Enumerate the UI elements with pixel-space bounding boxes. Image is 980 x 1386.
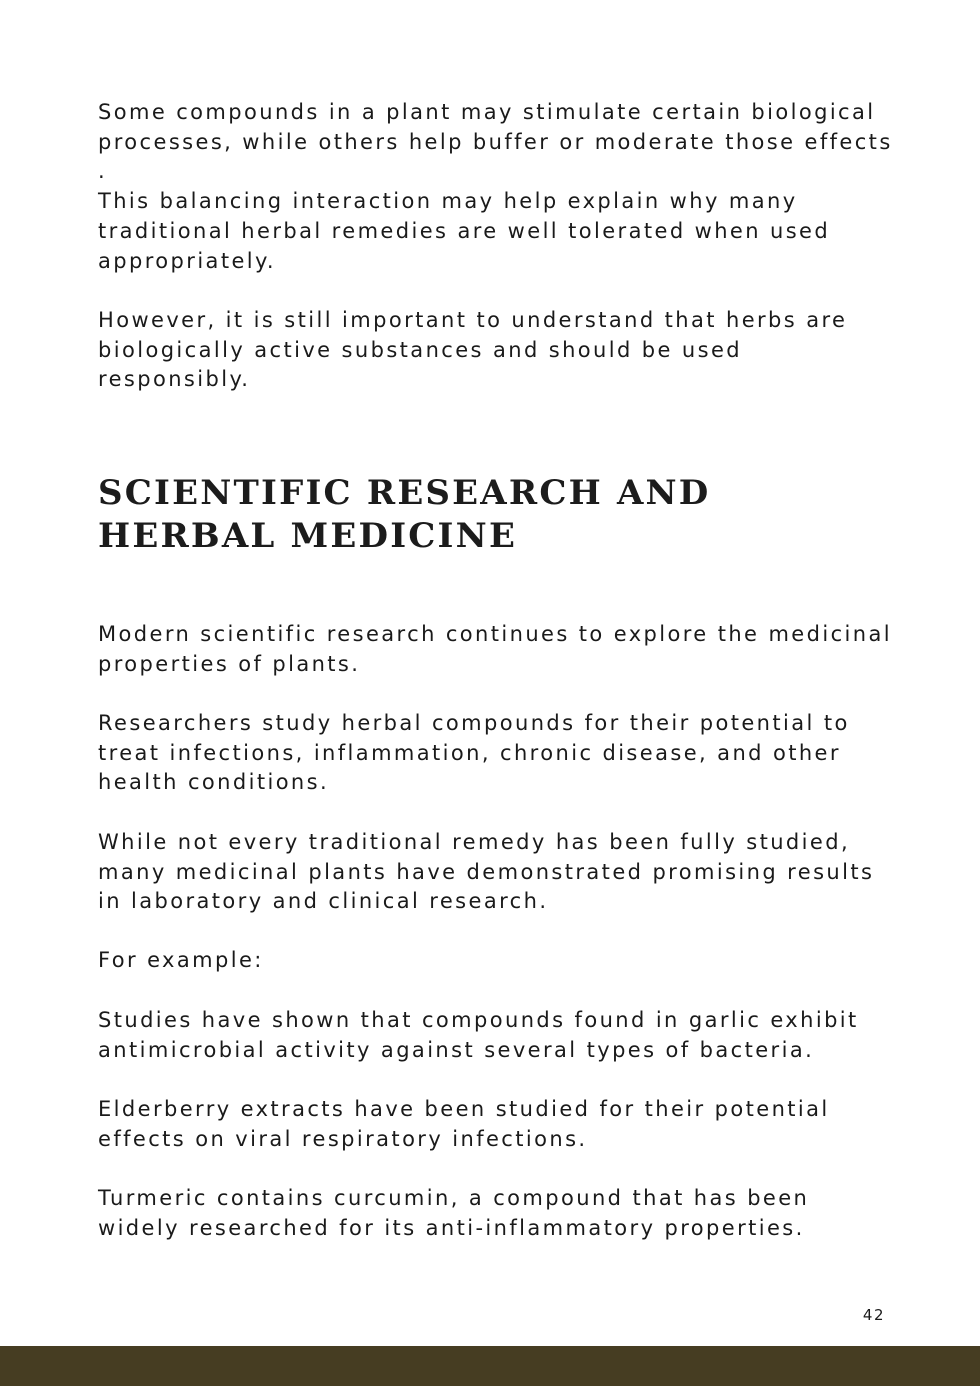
paragraph-garlic: Studies have shown that compounds found in garlic exhibit antimicrobial activity against several types of bacteria. [98, 1008, 859, 1062]
paragraph-elderberry: Elderberry extracts have been studied for their potential effects on viral respiratory infections. [98, 1097, 830, 1151]
paragraph-turmeric: Turmeric contains curcumin, a compound that has been widely researched for its anti-inflammatory properties. [98, 1186, 810, 1240]
footer-bar [0, 1346, 980, 1386]
paragraph-modern-research: Modern scientific research continues to explore the medicinal properties of plants. [98, 622, 892, 676]
section-heading: SCIENTIFIC RESEARCH AND HERBAL MEDICINE [98, 473, 711, 556]
page-number: 42 [862, 1306, 885, 1324]
paragraph-responsible-use: However, it is still important to understand that herbs are biologically active substances and should be used responsibly. [98, 308, 848, 392]
paragraph-traditional-remedy: While not every traditional remedy has been fully studied, many medicinal plants have demonstrated promising results in laboratory and clinical research. [98, 830, 875, 914]
paragraph-for-example: For example: [98, 948, 264, 972]
paragraph-researchers-study: Researchers study herbal compounds for their potential to treat infections, inflammation, chronic disease, and other health conditions. [98, 711, 850, 795]
paragraph-balancing-interaction: Some compounds in a plant may stimulate certain biological processes, while others help buffer or moderate those effects . This balancing interaction may help explain why many traditional herbal remedies are well tolerated when used appropriately. [98, 100, 893, 273]
